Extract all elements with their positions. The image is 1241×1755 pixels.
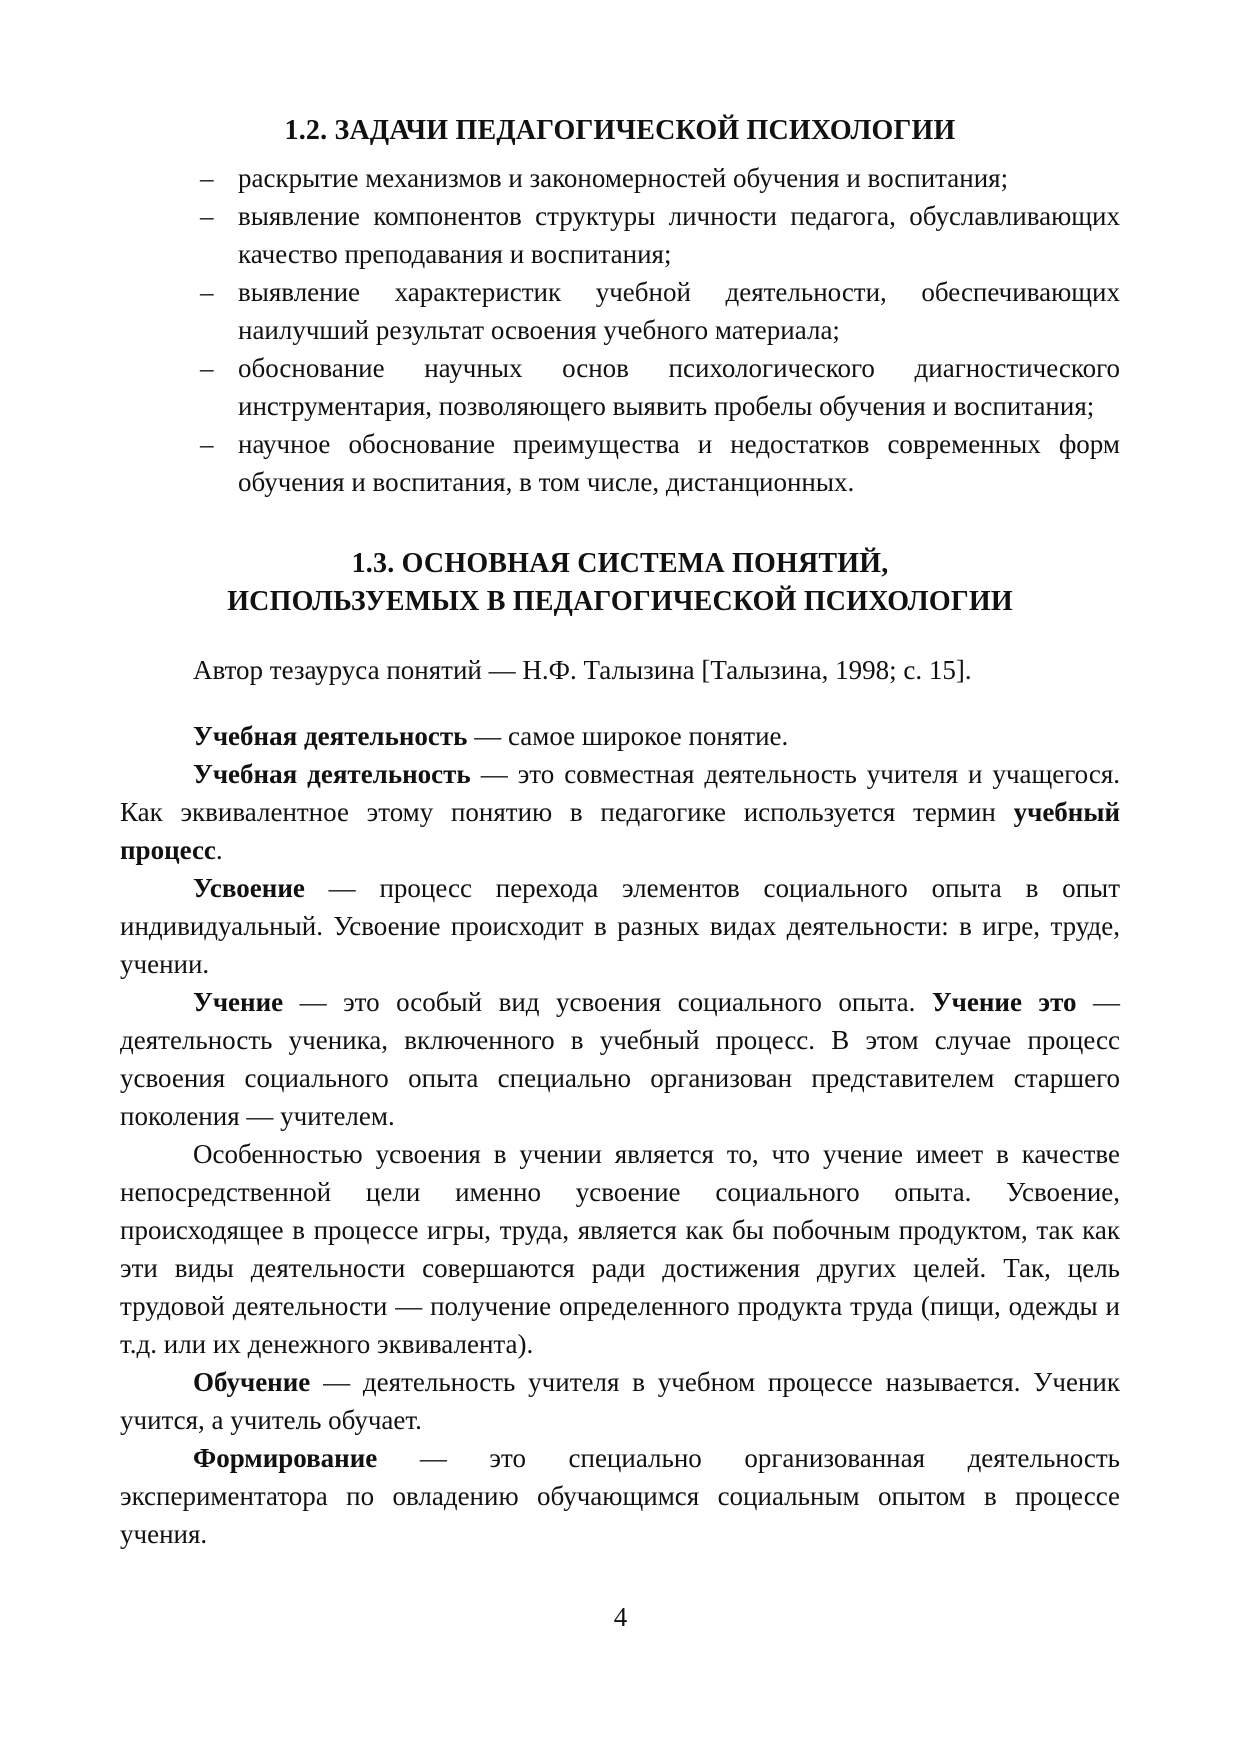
list-item-text: раскрытие механизмов и закономерностей обучения и воспитания;: [238, 163, 1009, 193]
list-item: [120, 349, 1120, 425]
paragraph-text: — это совместная деятельность учителя и учащегося. Как эквивалентное этому понятию в педагогике используется термин: [120, 759, 1121, 827]
bullet-dash: –: [200, 429, 214, 459]
paragraph-academic-activity-1: [120, 717, 1120, 755]
term-formirovanie: Формирование: [193, 1443, 378, 1473]
bullet-dash: –: [200, 277, 214, 307]
section-1-3-title: [120, 545, 1120, 621]
paragraph-text: .: [215, 835, 223, 865]
paragraph-teaching: [120, 1363, 1120, 1439]
bullet-dash: –: [200, 353, 214, 383]
paragraph-text: — это специально организованная деятельность экспериментатора по овладению обучающимся социальным опытом в процессе учения.: [120, 1443, 1120, 1549]
paragraph-text: — деятельность ученика, включенного в учебный процесс. В этом случае процесс усвоения социального опыта специально организован представителем старшего поколения — учителем.: [120, 987, 1120, 1131]
paragraph-assimilation: [120, 869, 1120, 983]
page-number: 4: [613, 1602, 628, 1632]
paragraph-learning-features: Особенностью усвоения в учении является то, что учение имеет в качестве непосредственной цели именно усвоение социального опыта. Усвоение, происходящее в процессе игры, труда, является как бы побочным продуктом, так как эти виды деятельности совершаются ради достижения других целей. Так, цель трудовой деятельности — получение определенного продукта труда (пищи, одежды и т.д. или их денежного эквивалента).: [120, 1139, 1120, 1359]
term-uchebny-protsess: учебный процесс: [120, 797, 1120, 865]
paragraph-text: — деятельность учителя в учебном процессе называется. Ученик учится, а учитель обучает.: [120, 1367, 1120, 1435]
term-uchebnaya-deyatelnost: Учебная деятельность: [193, 759, 471, 789]
paragraph-text: — это особый вид усвоения социального опыта.: [283, 987, 932, 1017]
term-uchenie-eto: Учение это: [931, 987, 1077, 1017]
tasks-list: [120, 159, 1120, 501]
section-1-3-title-line1: 1.3. ОСНОВНАЯ СИСТЕМА ПОНЯТИЙ,: [351, 548, 889, 579]
bullet-dash: –: [200, 163, 214, 193]
paragraph-formation: [120, 1439, 1120, 1553]
list-item: [120, 197, 1120, 273]
paragraph-text: — самое широкое понятие.: [467, 721, 789, 751]
section-1-2-title: 1.2. ЗАДАЧИ ПЕДАГОГИЧЕСКОЙ ПСИХОЛОГИИ: [284, 115, 956, 146]
list-item-text: выявление характеристик учебной деятельности, обеспечивающих наилучший результат освоения учебного материала;: [238, 277, 1120, 345]
list-item: [120, 425, 1120, 501]
paragraph-text: — процесс перехода элементов социального опыта в опыт индивидуальный. Усвоение происходит в разных видах деятельности: в игре, труде, учении.: [120, 873, 1120, 979]
paragraph-academic-activity-2: [120, 755, 1120, 869]
list-item-text: обоснование научных основ психологического диагностического инструментария, позволяющего выявить пробелы обучения и воспитания;: [238, 353, 1120, 421]
list-item: [120, 273, 1120, 349]
list-item-text: выявление компонентов структуры личности педагога, обуславливающих качество преподавания и воспитания;: [238, 201, 1120, 269]
author-note: Автор тезауруса понятий — Н.Ф. Талызина [Талызина, 1998; с. 15].: [193, 655, 972, 685]
list-item-text: научное обоснование преимущества и недостатков современных форм обучения и воспитания, в том числе, дистанционных.: [238, 429, 1120, 497]
list-item: [120, 159, 1120, 197]
term-usvoenie: Усвоение: [193, 873, 305, 903]
term-obuchenie: Обучение: [193, 1367, 311, 1397]
section-1-3-title-line2: ИСПОЛЬЗУЕМЫХ В ПЕДАГОГИЧЕСКОЙ ПСИХОЛОГИИ: [227, 586, 1013, 617]
bullet-dash: –: [200, 201, 214, 231]
term-uchebnaya-deyatelnost: Учебная деятельность: [193, 721, 468, 751]
paragraph-learning: [120, 983, 1120, 1135]
page-content: [120, 112, 1120, 1553]
term-uchenie: Учение: [193, 987, 284, 1017]
